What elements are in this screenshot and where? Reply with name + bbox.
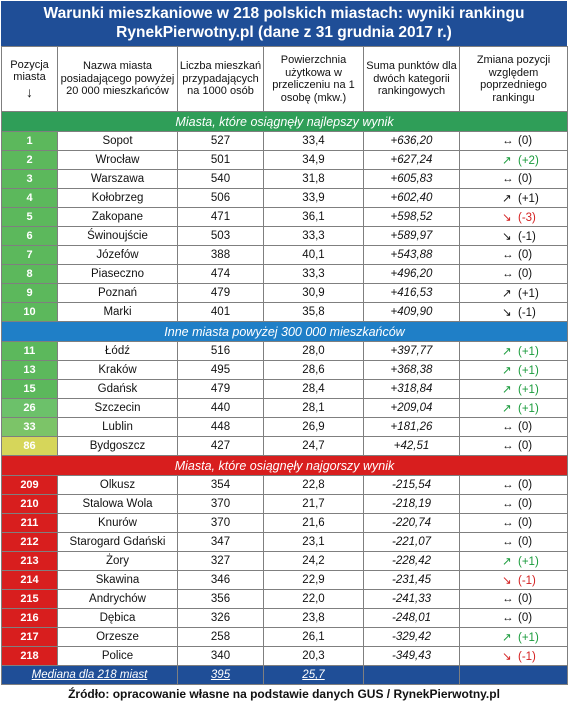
table-body <box>2 112 568 685</box>
area-cell: 35,8 <box>264 303 364 322</box>
rank-cell: 211 <box>2 514 58 533</box>
change-value: (0) <box>518 249 533 261</box>
table-row <box>2 628 568 647</box>
header-flats: Liczba mieszkań przypadających na 1000 osób <box>178 47 264 112</box>
change-cell <box>460 151 568 170</box>
city-name-cell: Skawina <box>58 571 178 590</box>
table-row <box>2 476 568 495</box>
change-cell <box>460 418 568 437</box>
change-cell <box>460 514 568 533</box>
area-cell: 26,9 <box>264 418 364 437</box>
rank-cell: 214 <box>2 571 58 590</box>
points-cell: +397,77 <box>364 342 460 361</box>
table-row <box>2 495 568 514</box>
points-cell: -228,42 <box>364 552 460 571</box>
city-name-cell: Knurów <box>58 514 178 533</box>
rank-cell: 13 <box>2 361 58 380</box>
ranking-table <box>1 46 568 685</box>
flats-cell: 495 <box>178 361 264 380</box>
rank-cell: 4 <box>2 189 58 208</box>
area-cell: 28,0 <box>264 342 364 361</box>
table-row <box>2 189 568 208</box>
change-value: (0) <box>518 173 533 185</box>
table-row <box>2 552 568 571</box>
change-value: (-1) <box>518 575 536 587</box>
change-value: (0) <box>518 479 533 491</box>
area-cell: 23,8 <box>264 609 364 628</box>
city-name-cell: Świnoujście <box>58 227 178 246</box>
table-row <box>2 170 568 189</box>
change-cell <box>460 609 568 628</box>
section-header-row <box>2 112 568 132</box>
city-name-cell: Stalowa Wola <box>58 495 178 514</box>
change-value: (-1) <box>518 651 536 663</box>
table-row <box>2 227 568 246</box>
change-value: (-3) <box>518 212 536 224</box>
table-row <box>2 514 568 533</box>
points-cell: -215,54 <box>364 476 460 495</box>
points-cell: +627,24 <box>364 151 460 170</box>
area-cell: 40,1 <box>264 246 364 265</box>
section-label: Miasta, które osiągnęły najlepszy wynik <box>2 112 568 132</box>
flats-cell: 479 <box>178 284 264 303</box>
left-right-arrow-icon: ↔ <box>502 135 514 147</box>
table-row <box>2 303 568 322</box>
median-label: Mediana dla 218 miast <box>2 666 178 685</box>
points-cell: +416,53 <box>364 284 460 303</box>
flats-cell: 527 <box>178 132 264 151</box>
header-row <box>2 47 568 112</box>
points-cell: +496,20 <box>364 265 460 284</box>
down-right-arrow-icon: ↘ <box>502 231 512 243</box>
change-value: (0) <box>518 498 533 510</box>
up-right-arrow-icon: ↗ <box>502 632 512 644</box>
area-cell: 33,9 <box>264 189 364 208</box>
city-name-cell: Szczecin <box>58 399 178 418</box>
city-name-cell: Kołobrzeg <box>58 189 178 208</box>
city-name-cell: Wrocław <box>58 151 178 170</box>
left-right-arrow-icon: ↔ <box>502 479 514 491</box>
flats-cell: 354 <box>178 476 264 495</box>
rank-cell: 3 <box>2 170 58 189</box>
up-right-arrow-icon: ↗ <box>502 403 512 415</box>
points-cell: +368,38 <box>364 361 460 380</box>
points-cell: -231,45 <box>364 571 460 590</box>
table-row <box>2 647 568 666</box>
change-cell <box>460 380 568 399</box>
flats-cell: 474 <box>178 265 264 284</box>
section-header-row <box>2 456 568 476</box>
left-right-arrow-icon: ↔ <box>502 498 514 510</box>
table-row <box>2 571 568 590</box>
area-cell: 24,2 <box>264 552 364 571</box>
section-label: Miasta, które osiągnęły najgorszy wynik <box>2 456 568 476</box>
rank-cell: 15 <box>2 380 58 399</box>
table-row <box>2 361 568 380</box>
area-cell: 34,9 <box>264 151 364 170</box>
rank-cell: 86 <box>2 437 58 456</box>
points-cell: +318,84 <box>364 380 460 399</box>
points-cell: +605,83 <box>364 170 460 189</box>
points-cell: -218,19 <box>364 495 460 514</box>
change-value: (+2) <box>518 155 539 167</box>
header-points: Suma punktów dla dwóch kategorii rankingowych <box>364 47 460 112</box>
up-right-arrow-icon: ↗ <box>502 384 512 396</box>
rank-cell: 218 <box>2 647 58 666</box>
header-area: Powierzchnia użytkowa w przeliczeniu na 1 osobę (mkw.) <box>264 47 364 112</box>
source-note: Źródło: opracowanie własne na podstawie danych GUS / RynekPierwotny.pl <box>68 687 500 701</box>
change-cell <box>460 246 568 265</box>
area-cell: 33,3 <box>264 265 364 284</box>
city-name-cell: Dębica <box>58 609 178 628</box>
table-row <box>2 342 568 361</box>
table-row <box>2 590 568 609</box>
up-right-arrow-icon: ↗ <box>502 193 512 205</box>
section-header-row <box>2 322 568 342</box>
table-row <box>2 284 568 303</box>
city-name-cell: Poznań <box>58 284 178 303</box>
change-cell <box>460 303 568 322</box>
table-row <box>2 533 568 552</box>
change-cell <box>460 227 568 246</box>
header-rank: Pozycja miasta ↓ <box>2 47 58 112</box>
change-value: (0) <box>518 536 533 548</box>
city-name-cell: Olkusz <box>58 476 178 495</box>
points-cell: -349,43 <box>364 647 460 666</box>
city-name-cell: Piaseczno <box>58 265 178 284</box>
table-row <box>2 437 568 456</box>
city-name-cell: Kraków <box>58 361 178 380</box>
median-area: 25,7 <box>264 666 364 685</box>
up-right-arrow-icon: ↗ <box>502 288 512 300</box>
change-value: (-1) <box>518 231 536 243</box>
title-banner <box>1 1 567 46</box>
flats-cell: 440 <box>178 399 264 418</box>
city-name-cell: Andrychów <box>58 590 178 609</box>
rank-cell: 212 <box>2 533 58 552</box>
median-row <box>2 666 568 685</box>
area-cell: 23,1 <box>264 533 364 552</box>
table-row <box>2 151 568 170</box>
points-cell: +589,97 <box>364 227 460 246</box>
area-cell: 20,3 <box>264 647 364 666</box>
rank-cell: 216 <box>2 609 58 628</box>
points-cell: +598,52 <box>364 208 460 227</box>
change-cell <box>460 647 568 666</box>
city-name-cell: Józefów <box>58 246 178 265</box>
change-value: (0) <box>518 440 533 452</box>
change-cell <box>460 189 568 208</box>
median-empty-cell <box>364 666 460 685</box>
change-value: (+1) <box>518 346 539 358</box>
area-cell: 22,8 <box>264 476 364 495</box>
up-right-arrow-icon: ↗ <box>502 365 512 377</box>
rank-cell: 5 <box>2 208 58 227</box>
rank-cell: 209 <box>2 476 58 495</box>
flats-cell: 503 <box>178 227 264 246</box>
change-value: (+1) <box>518 365 539 377</box>
change-cell <box>460 170 568 189</box>
city-name-cell: Lublin <box>58 418 178 437</box>
points-cell: +42,51 <box>364 437 460 456</box>
city-name-cell: Gdańsk <box>58 380 178 399</box>
points-cell: +636,20 <box>364 132 460 151</box>
flats-cell: 258 <box>178 628 264 647</box>
down-right-arrow-icon: ↘ <box>502 212 512 224</box>
down-right-arrow-icon: ↘ <box>502 307 512 319</box>
change-value: (+1) <box>518 556 539 568</box>
area-cell: 31,8 <box>264 170 364 189</box>
points-cell: +409,90 <box>364 303 460 322</box>
flats-cell: 327 <box>178 552 264 571</box>
flats-cell: 427 <box>178 437 264 456</box>
table-row <box>2 246 568 265</box>
change-cell <box>460 284 568 303</box>
rank-cell: 6 <box>2 227 58 246</box>
rank-cell: 26 <box>2 399 58 418</box>
rank-cell: 11 <box>2 342 58 361</box>
rank-cell: 10 <box>2 303 58 322</box>
points-cell: -220,74 <box>364 514 460 533</box>
rank-cell: 215 <box>2 590 58 609</box>
rank-cell: 33 <box>2 418 58 437</box>
change-cell <box>460 361 568 380</box>
area-cell: 22,9 <box>264 571 364 590</box>
rank-cell: 9 <box>2 284 58 303</box>
flats-cell: 370 <box>178 495 264 514</box>
change-value: (+1) <box>518 632 539 644</box>
area-cell: 36,1 <box>264 208 364 227</box>
table-row <box>2 380 568 399</box>
city-name-cell: Warszawa <box>58 170 178 189</box>
down-right-arrow-icon: ↘ <box>502 651 512 663</box>
area-cell: 28,4 <box>264 380 364 399</box>
table-row <box>2 609 568 628</box>
flats-cell: 356 <box>178 590 264 609</box>
flats-cell: 540 <box>178 170 264 189</box>
table-row <box>2 132 568 151</box>
rank-cell: 213 <box>2 552 58 571</box>
rank-cell: 8 <box>2 265 58 284</box>
flats-cell: 346 <box>178 571 264 590</box>
left-right-arrow-icon: ↔ <box>502 268 514 280</box>
area-cell: 28,6 <box>264 361 364 380</box>
city-name-cell: Starogard Gdański <box>58 533 178 552</box>
area-cell: 21,6 <box>264 514 364 533</box>
down-right-arrow-icon: ↘ <box>502 575 512 587</box>
change-cell <box>460 132 568 151</box>
change-cell <box>460 476 568 495</box>
area-cell: 33,4 <box>264 132 364 151</box>
city-name-cell: Police <box>58 647 178 666</box>
table-row <box>2 208 568 227</box>
flats-cell: 370 <box>178 514 264 533</box>
change-cell <box>460 590 568 609</box>
header-name: Nazwa miasta posiadającego powyżej 20 000 mieszkańców <box>58 47 178 112</box>
down-arrow-icon: ↓ <box>26 83 33 100</box>
area-cell: 22,0 <box>264 590 364 609</box>
change-cell <box>460 552 568 571</box>
change-value: (0) <box>518 517 533 529</box>
change-value: (-1) <box>518 307 536 319</box>
left-right-arrow-icon: ↔ <box>502 536 514 548</box>
up-right-arrow-icon: ↗ <box>502 346 512 358</box>
left-right-arrow-icon: ↔ <box>502 593 514 605</box>
points-cell: +209,04 <box>364 399 460 418</box>
rank-cell: 2 <box>2 151 58 170</box>
change-value: (0) <box>518 135 533 147</box>
median-empty-cell <box>460 666 568 685</box>
header-change: Zmiana pozycji względem poprzedniego rankingu <box>460 47 568 112</box>
table-row <box>2 399 568 418</box>
area-cell: 24,7 <box>264 437 364 456</box>
left-right-arrow-icon: ↔ <box>502 517 514 529</box>
change-cell <box>460 495 568 514</box>
change-value: (0) <box>518 268 533 280</box>
flats-cell: 479 <box>178 380 264 399</box>
points-cell: +602,40 <box>364 189 460 208</box>
flats-cell: 506 <box>178 189 264 208</box>
flats-cell: 388 <box>178 246 264 265</box>
area-cell: 30,9 <box>264 284 364 303</box>
city-name-cell: Sopot <box>58 132 178 151</box>
left-right-arrow-icon: ↔ <box>502 249 514 261</box>
up-right-arrow-icon: ↗ <box>502 556 512 568</box>
area-cell: 26,1 <box>264 628 364 647</box>
title-line-1: Warunki mieszkaniowe w 218 polskich miastach: wyniki rankingu <box>43 5 525 22</box>
city-name-cell: Bydgoszcz <box>58 437 178 456</box>
left-right-arrow-icon: ↔ <box>502 421 514 433</box>
title-line-2: RynekPierwotny.pl (dane z 31 grudnia 2017 r.) <box>116 24 452 41</box>
rank-cell: 7 <box>2 246 58 265</box>
area-cell: 28,1 <box>264 399 364 418</box>
points-cell: -329,42 <box>364 628 460 647</box>
change-value: (+1) <box>518 384 539 396</box>
change-value: (0) <box>518 593 533 605</box>
points-cell: +181,26 <box>364 418 460 437</box>
rank-cell: 217 <box>2 628 58 647</box>
change-cell <box>460 342 568 361</box>
flats-cell: 340 <box>178 647 264 666</box>
area-cell: 33,3 <box>264 227 364 246</box>
change-value: (+1) <box>518 403 539 415</box>
rank-cell: 1 <box>2 132 58 151</box>
up-right-arrow-icon: ↗ <box>502 155 512 167</box>
rank-cell: 210 <box>2 495 58 514</box>
change-value: (+1) <box>518 193 539 205</box>
city-name-cell: Zakopane <box>58 208 178 227</box>
city-name-cell: Marki <box>58 303 178 322</box>
city-name-cell: Orzesze <box>58 628 178 647</box>
table-row <box>2 418 568 437</box>
left-right-arrow-icon: ↔ <box>502 173 514 185</box>
section-label: Inne miasta powyżej 300 000 mieszkańców <box>2 322 568 342</box>
city-name-cell: Żory <box>58 552 178 571</box>
area-cell: 21,7 <box>264 495 364 514</box>
points-cell: +543,88 <box>364 246 460 265</box>
flats-cell: 448 <box>178 418 264 437</box>
change-value: (0) <box>518 612 533 624</box>
flats-cell: 401 <box>178 303 264 322</box>
ranking-infographic <box>1 1 567 701</box>
points-cell: -248,01 <box>364 609 460 628</box>
flats-cell: 471 <box>178 208 264 227</box>
table-row <box>2 265 568 284</box>
points-cell: -241,33 <box>364 590 460 609</box>
change-cell <box>460 208 568 227</box>
flats-cell: 347 <box>178 533 264 552</box>
change-cell <box>460 628 568 647</box>
change-value: (0) <box>518 421 533 433</box>
flats-cell: 516 <box>178 342 264 361</box>
change-cell <box>460 571 568 590</box>
change-cell <box>460 265 568 284</box>
city-name-cell: Łódź <box>58 342 178 361</box>
points-cell: -221,07 <box>364 533 460 552</box>
change-cell <box>460 533 568 552</box>
flats-cell: 501 <box>178 151 264 170</box>
median-flats: 395 <box>178 666 264 685</box>
change-value: (+1) <box>518 288 539 300</box>
flats-cell: 326 <box>178 609 264 628</box>
change-cell <box>460 399 568 418</box>
change-cell <box>460 437 568 456</box>
left-right-arrow-icon: ↔ <box>502 612 514 624</box>
left-right-arrow-icon: ↔ <box>502 440 514 452</box>
